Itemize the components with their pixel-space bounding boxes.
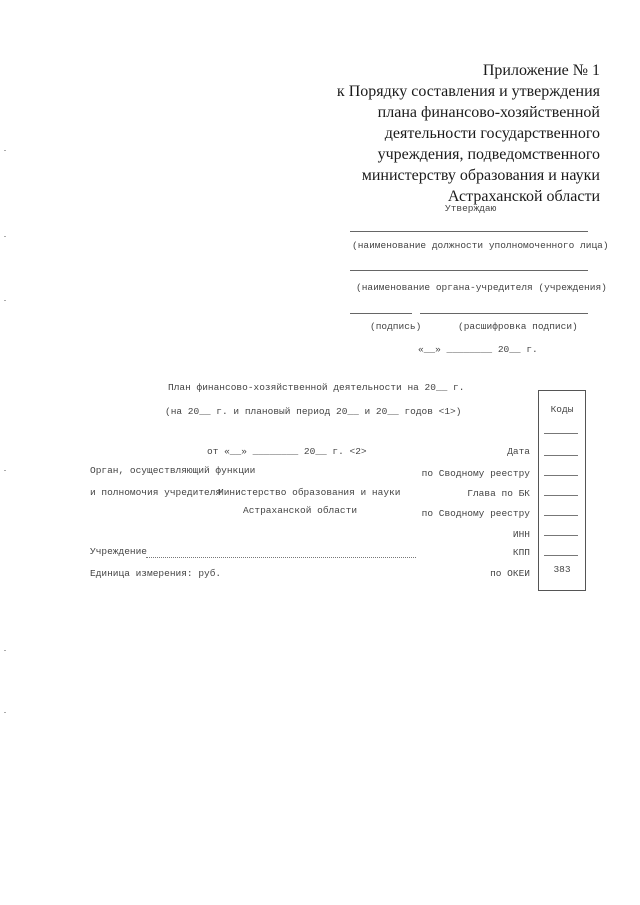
appendix-line: учреждения, подведомственного xyxy=(377,146,600,163)
plan-title: План финансово-хозяйственной деятельности на 20__ г. xyxy=(168,382,465,393)
founder-line xyxy=(350,270,588,271)
institution-line xyxy=(146,557,416,558)
institution-label: Учреждение xyxy=(90,546,148,557)
code-cell-blank xyxy=(538,420,586,440)
appendix-line: Приложение № 1 xyxy=(482,62,600,79)
position-caption: (наименование должности уполномоченного лица) xyxy=(352,240,609,251)
code-separator xyxy=(544,495,578,496)
code-label-chapter: Глава по БК xyxy=(467,488,530,499)
appendix-line: Астраханской области xyxy=(447,188,600,205)
code-cell-okei: 383 xyxy=(538,560,586,580)
scan-mark xyxy=(4,300,6,301)
appendix-header xyxy=(300,60,600,207)
code-label-kpp: КПП xyxy=(512,547,530,558)
code-cell-registry-2 xyxy=(538,500,586,520)
scan-mark xyxy=(4,470,6,471)
decoding-line xyxy=(420,313,588,314)
organ-name-line1: Министерство образования и науки xyxy=(218,487,401,498)
code-separator xyxy=(544,433,578,434)
appendix-line: плана финансово-хозяйственной xyxy=(377,104,600,121)
code-cell-kpp xyxy=(538,540,586,560)
code-label-inn: ИНН xyxy=(512,529,530,540)
code-separator xyxy=(544,455,578,456)
appendix-line: министерству образования и науки xyxy=(361,167,600,184)
code-cell-date xyxy=(538,440,586,460)
approval-title: Утверждаю xyxy=(445,203,497,214)
code-separator xyxy=(544,535,578,536)
code-cell-registry xyxy=(538,460,586,480)
code-label-date: Дата xyxy=(507,446,530,457)
code-label-okei: по ОКЕИ xyxy=(490,568,530,579)
code-separator xyxy=(544,475,578,476)
position-line xyxy=(350,231,588,232)
code-label-registry-2: по Сводному реестру xyxy=(421,508,530,519)
appendix-line: к Порядку составления и утверждения xyxy=(336,83,600,100)
organ-label-line1: Орган, осуществляющий функции xyxy=(90,465,256,476)
organ-name-line2: Астраханской области xyxy=(243,505,358,516)
scan-mark xyxy=(4,650,6,651)
plan-period: (на 20__ г. и плановый период 20__ и 20__ годов <1>) xyxy=(165,406,462,417)
approval-date: «__» ________ 20__ г. xyxy=(418,344,538,355)
signature-caption: (подпись) xyxy=(370,321,422,332)
founder-caption: (наименование органа-учредителя (учреждения) xyxy=(356,282,607,293)
scan-mark xyxy=(4,150,6,151)
decoding-caption: (расшифровка подписи) xyxy=(458,321,578,332)
scan-mark xyxy=(4,236,6,237)
organ-label-line2: и полномочия учредителя xyxy=(90,487,222,498)
appendix-line: деятельности государственного xyxy=(384,125,600,142)
unit-label: Единица измерения: руб. xyxy=(90,568,222,579)
code-separator xyxy=(544,555,578,556)
code-cell-chapter xyxy=(538,480,586,500)
code-label-registry: по Сводному реестру xyxy=(421,468,530,479)
plan-date: от «__» ________ 20__ г. <2> xyxy=(207,446,367,457)
codes-header: Коды xyxy=(538,400,586,420)
code-separator xyxy=(544,515,578,516)
code-cell-inn xyxy=(538,520,586,540)
scan-mark xyxy=(4,712,6,713)
signature-line xyxy=(350,313,412,314)
codes-box-bottom xyxy=(538,580,586,591)
